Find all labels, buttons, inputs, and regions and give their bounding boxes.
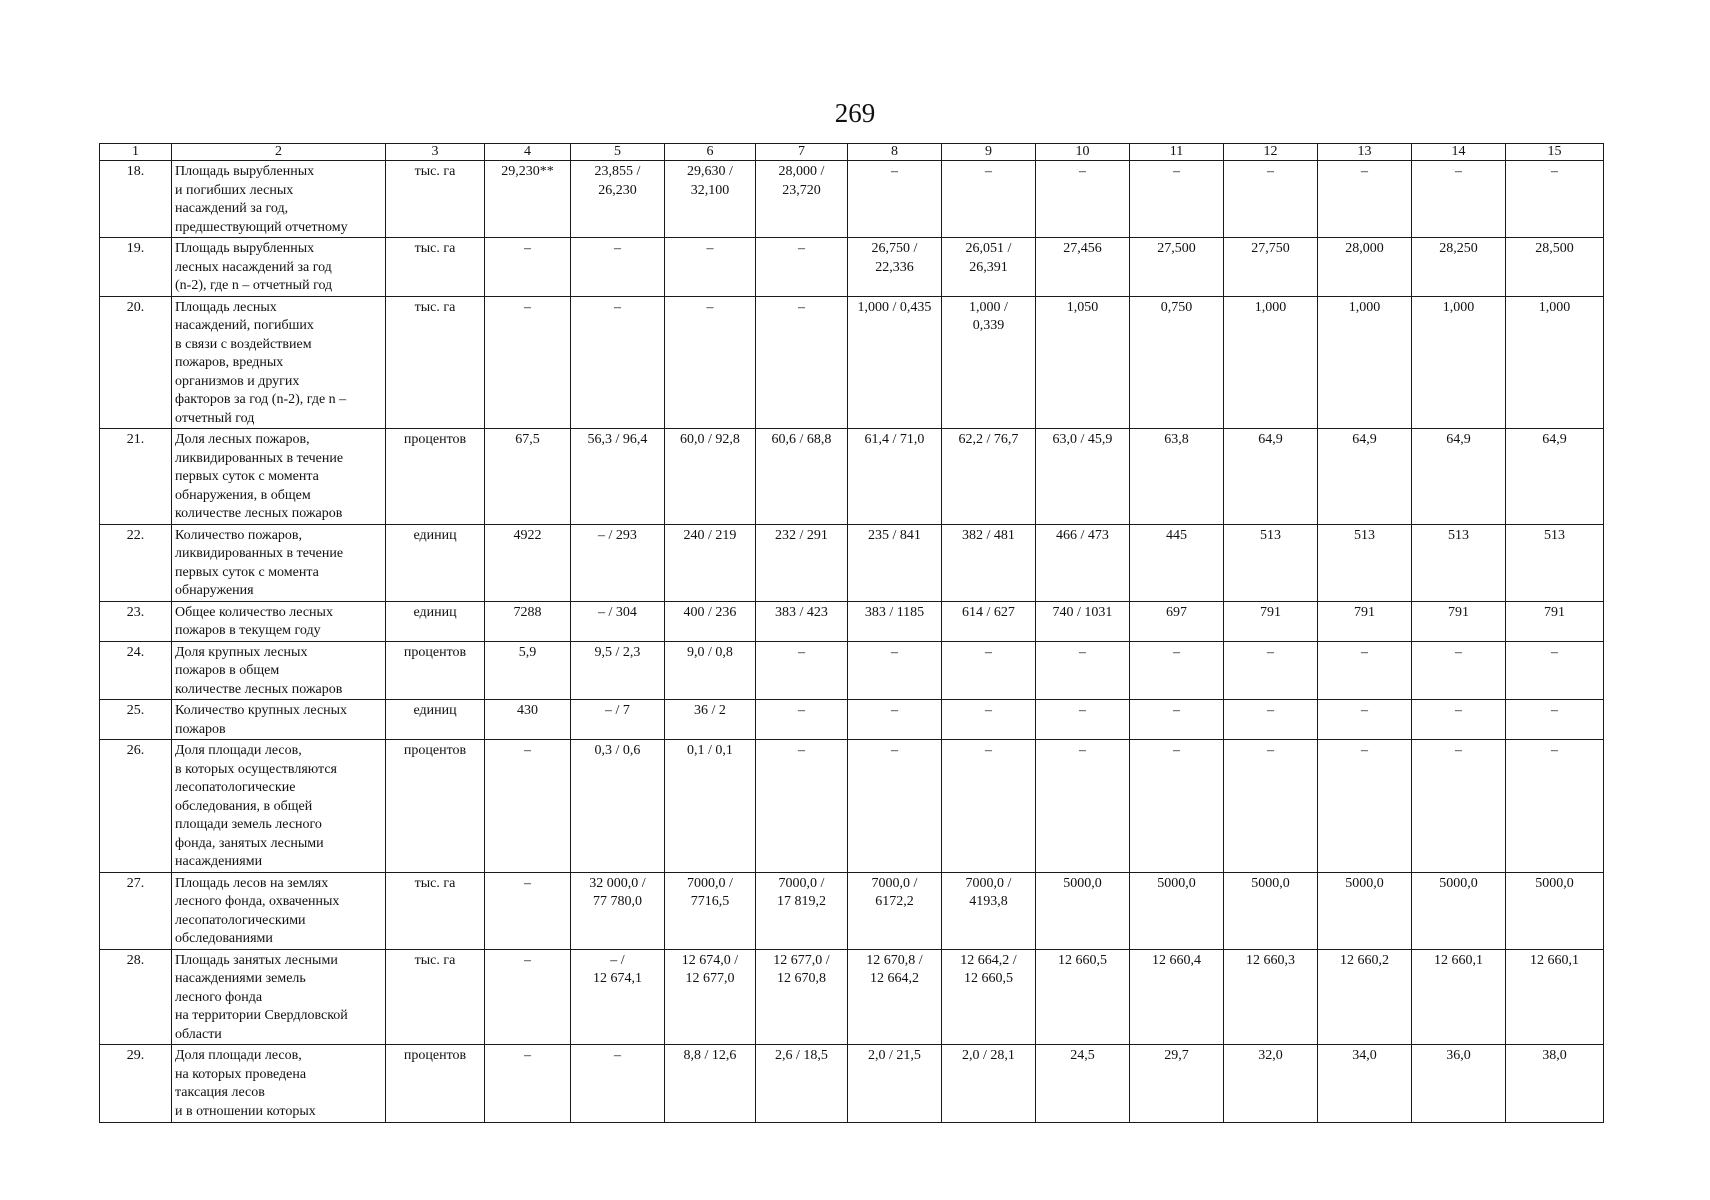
indicator-value: –: [848, 740, 942, 873]
indicator-name: Площадь лесных насаждений, погибших в связи с воздействием пожаров, вредных организмов и других факторов за год (n-2), где n – отчетный год: [172, 296, 386, 429]
indicator-value: 7000,0 / 4193,8: [942, 872, 1036, 949]
row-number: 27.: [100, 872, 172, 949]
indicator-value: 23,855 / 26,230: [571, 161, 665, 238]
indicator-value: 63,8: [1130, 429, 1224, 525]
indicator-value: –: [1506, 700, 1604, 740]
indicator-value: 614 / 627: [942, 601, 1036, 641]
indicator-value: 791: [1318, 601, 1412, 641]
indicator-value: 791: [1224, 601, 1318, 641]
indicator-value: –: [1506, 641, 1604, 700]
indicator-value: –: [1224, 740, 1318, 873]
column-number: 8: [848, 144, 942, 161]
indicator-value: 64,9: [1318, 429, 1412, 525]
indicator-value: 24,5: [1036, 1045, 1130, 1123]
indicator-value: 27,500: [1130, 238, 1224, 297]
row-number: 23.: [100, 601, 172, 641]
indicator-value: –: [942, 641, 1036, 700]
indicator-value: 63,0 / 45,9: [1036, 429, 1130, 525]
indicator-value: 12 660,1: [1506, 949, 1604, 1045]
indicator-value: 7288: [485, 601, 571, 641]
column-number: 3: [386, 144, 485, 161]
indicator-value: 7000,0 / 6172,2: [848, 872, 942, 949]
indicator-value: 29,230**: [485, 161, 571, 238]
table-row: [100, 524, 1604, 601]
row-number: 20.: [100, 296, 172, 429]
table-row: [100, 872, 1604, 949]
column-number: 6: [665, 144, 756, 161]
indicator-value: 4922: [485, 524, 571, 601]
indicator-value: 1,000: [1318, 296, 1412, 429]
indicator-value: 9,0 / 0,8: [665, 641, 756, 700]
indicator-value: 28,500: [1506, 238, 1604, 297]
indicator-value: –: [1224, 161, 1318, 238]
indicator-value: –: [1224, 641, 1318, 700]
indicator-value: 5,9: [485, 641, 571, 700]
table-row: [100, 641, 1604, 700]
page-number: 269: [834, 98, 876, 128]
indicator-value: 1,000: [1412, 296, 1506, 429]
unit-of-measure: процентов: [386, 1045, 485, 1123]
indicator-value: 62,2 / 76,7: [942, 429, 1036, 525]
indicator-value: – / 293: [571, 524, 665, 601]
indicator-value: –: [1506, 161, 1604, 238]
indicator-value: 29,630 / 32,100: [665, 161, 756, 238]
indicator-value: –: [942, 740, 1036, 873]
indicator-value: 383 / 1185: [848, 601, 942, 641]
indicator-value: –: [665, 238, 756, 297]
indicator-value: 64,9: [1412, 429, 1506, 525]
indicator-value: 2,6 / 18,5: [756, 1045, 848, 1123]
indicator-value: 513: [1506, 524, 1604, 601]
column-number: 7: [756, 144, 848, 161]
indicator-value: 12 660,2: [1318, 949, 1412, 1045]
indicator-value: –: [1036, 740, 1130, 873]
unit-of-measure: тыс. га: [386, 161, 485, 238]
indicator-value: 7000,0 / 7716,5: [665, 872, 756, 949]
indicator-name: Доля лесных пожаров, ликвидированных в течение первых суток с момента обнаружения, в общем количестве лесных пожаров: [172, 429, 386, 525]
indicator-value: 12 660,5: [1036, 949, 1130, 1045]
indicator-value: 0,1 / 0,1: [665, 740, 756, 873]
indicator-value: 382 / 481: [942, 524, 1036, 601]
indicators-table: [99, 143, 1604, 1123]
indicator-value: –: [848, 700, 942, 740]
indicator-value: 1,000: [1506, 296, 1604, 429]
indicator-value: 38,0: [1506, 1045, 1604, 1123]
indicator-name: Доля площади лесов, на которых проведена таксация лесов и в отношении которых: [172, 1045, 386, 1123]
indicator-value: 27,456: [1036, 238, 1130, 297]
indicator-value: 60,0 / 92,8: [665, 429, 756, 525]
indicator-value: 383 / 423: [756, 601, 848, 641]
indicator-value: 61,4 / 71,0: [848, 429, 942, 525]
table-row: [100, 949, 1604, 1045]
column-number: 10: [1036, 144, 1130, 161]
indicator-value: –: [1412, 161, 1506, 238]
column-number: 12: [1224, 144, 1318, 161]
table-row: [100, 700, 1604, 740]
indicator-value: 5000,0: [1318, 872, 1412, 949]
indicator-value: –: [1036, 641, 1130, 700]
indicator-value: 513: [1318, 524, 1412, 601]
indicator-value: 28,250: [1412, 238, 1506, 297]
column-number-row: [100, 144, 1604, 161]
indicator-value: 5000,0: [1224, 872, 1318, 949]
column-number: 13: [1318, 144, 1412, 161]
indicator-value: 12 660,1: [1412, 949, 1506, 1045]
indicator-name: Площадь занятых лесными насаждениями земель лесного фонда на территории Свердловской области: [172, 949, 386, 1045]
indicator-value: 28,000 / 23,720: [756, 161, 848, 238]
table-row: [100, 429, 1604, 525]
indicator-value: 240 / 219: [665, 524, 756, 601]
column-number: 11: [1130, 144, 1224, 161]
unit-of-measure: тыс. га: [386, 238, 485, 297]
indicator-value: –: [571, 296, 665, 429]
indicator-value: 36,0: [1412, 1045, 1506, 1123]
indicator-name: Общее количество лесных пожаров в текущем году: [172, 601, 386, 641]
indicator-value: 430: [485, 700, 571, 740]
indicator-value: 12 660,4: [1130, 949, 1224, 1045]
unit-of-measure: процентов: [386, 641, 485, 700]
indicator-value: 740 / 1031: [1036, 601, 1130, 641]
indicator-value: 12 664,2 / 12 660,5: [942, 949, 1036, 1045]
indicator-value: 1,000 / 0,435: [848, 296, 942, 429]
indicator-value: 12 670,8 / 12 664,2: [848, 949, 942, 1045]
indicator-name: Доля крупных лесных пожаров в общем количестве лесных пожаров: [172, 641, 386, 700]
column-number: 9: [942, 144, 1036, 161]
indicator-value: –: [665, 296, 756, 429]
unit-of-measure: процентов: [386, 740, 485, 873]
table-row: [100, 1045, 1604, 1123]
indicator-value: –: [1318, 740, 1412, 873]
indicator-value: 36 / 2: [665, 700, 756, 740]
unit-of-measure: единиц: [386, 524, 485, 601]
indicator-value: 60,6 / 68,8: [756, 429, 848, 525]
indicator-value: –: [571, 238, 665, 297]
row-number: 28.: [100, 949, 172, 1045]
indicator-value: 29,7: [1130, 1045, 1224, 1123]
indicator-value: 232 / 291: [756, 524, 848, 601]
indicator-value: 1,050: [1036, 296, 1130, 429]
unit-of-measure: единиц: [386, 700, 485, 740]
indicator-value: 56,3 / 96,4: [571, 429, 665, 525]
indicator-value: –: [485, 872, 571, 949]
indicator-value: –: [485, 296, 571, 429]
unit-of-measure: процентов: [386, 429, 485, 525]
indicator-value: –: [1412, 700, 1506, 740]
indicator-value: 791: [1506, 601, 1604, 641]
row-number: 26.: [100, 740, 172, 873]
indicator-value: –: [1224, 700, 1318, 740]
indicator-value: 28,000: [1318, 238, 1412, 297]
indicator-value: 1,000: [1224, 296, 1318, 429]
indicator-value: –: [756, 238, 848, 297]
indicator-value: –: [1318, 641, 1412, 700]
indicator-value: –: [1412, 740, 1506, 873]
row-number: 21.: [100, 429, 172, 525]
indicator-value: 0,750: [1130, 296, 1224, 429]
indicator-value: –: [485, 740, 571, 873]
indicator-value: –: [848, 161, 942, 238]
indicator-value: –: [756, 700, 848, 740]
indicator-value: –: [1130, 161, 1224, 238]
indicator-value: 12 660,3: [1224, 949, 1318, 1045]
indicator-value: –: [485, 1045, 571, 1123]
row-number: 18.: [100, 161, 172, 238]
indicator-value: –: [1318, 700, 1412, 740]
indicator-value: 791: [1412, 601, 1506, 641]
indicator-value: –: [1036, 161, 1130, 238]
table-row: [100, 161, 1604, 238]
indicator-name: Доля площади лесов, в которых осуществляются лесопатологические обследования, в общей площади земель лесного фонда, занятых лесными насаждениями: [172, 740, 386, 873]
indicator-value: –: [1506, 740, 1604, 873]
unit-of-measure: тыс. га: [386, 872, 485, 949]
indicator-value: –: [485, 238, 571, 297]
indicator-name: Количество пожаров, ликвидированных в течение первых суток с момента обнаружения: [172, 524, 386, 601]
indicator-name: Площадь лесов на землях лесного фонда, охваченных лесопатологическими обследованиями: [172, 872, 386, 949]
indicator-value: 34,0: [1318, 1045, 1412, 1123]
indicator-value: –: [756, 296, 848, 429]
indicator-value: 64,9: [1506, 429, 1604, 525]
indicator-value: 5000,0: [1130, 872, 1224, 949]
indicator-value: –: [942, 700, 1036, 740]
indicator-value: 400 / 236: [665, 601, 756, 641]
indicator-value: –: [1412, 641, 1506, 700]
column-number: 1: [100, 144, 172, 161]
indicator-value: 12 677,0 / 12 670,8: [756, 949, 848, 1045]
indicator-value: –: [1318, 161, 1412, 238]
indicator-value: –: [1130, 641, 1224, 700]
indicator-value: –: [1036, 700, 1130, 740]
indicator-value: 12 674,0 / 12 677,0: [665, 949, 756, 1045]
indicator-name: Площадь вырубленных и погибших лесных насаждений за год, предшествующий отчетному: [172, 161, 386, 238]
column-number: 5: [571, 144, 665, 161]
indicator-value: 5000,0: [1036, 872, 1130, 949]
indicator-value: 32 000,0 / 77 780,0: [571, 872, 665, 949]
unit-of-measure: тыс. га: [386, 296, 485, 429]
row-number: 25.: [100, 700, 172, 740]
indicator-value: 26,051 / 26,391: [942, 238, 1036, 297]
indicator-value: 2,0 / 21,5: [848, 1045, 942, 1123]
column-number: 2: [172, 144, 386, 161]
indicator-value: –: [942, 161, 1036, 238]
indicator-name: Количество крупных лесных пожаров: [172, 700, 386, 740]
indicator-name: Площадь вырубленных лесных насаждений за год (n-2), где n – отчетный год: [172, 238, 386, 297]
indicator-value: 445: [1130, 524, 1224, 601]
indicator-value: – / 12 674,1: [571, 949, 665, 1045]
indicator-value: –: [756, 641, 848, 700]
table-row: [100, 740, 1604, 873]
row-number: 24.: [100, 641, 172, 700]
indicator-value: 64,9: [1224, 429, 1318, 525]
indicator-value: 7000,0 / 17 819,2: [756, 872, 848, 949]
indicator-value: 697: [1130, 601, 1224, 641]
unit-of-measure: тыс. га: [386, 949, 485, 1045]
row-number: 19.: [100, 238, 172, 297]
table-row: [100, 601, 1604, 641]
indicator-value: 513: [1224, 524, 1318, 601]
indicator-value: 26,750 / 22,336: [848, 238, 942, 297]
indicator-value: 0,3 / 0,6: [571, 740, 665, 873]
column-number: 14: [1412, 144, 1506, 161]
indicator-value: 513: [1412, 524, 1506, 601]
table-row: [100, 296, 1604, 429]
indicator-value: –: [485, 949, 571, 1045]
table-row: [100, 238, 1604, 297]
indicator-value: 8,8 / 12,6: [665, 1045, 756, 1123]
indicator-value: 5000,0: [1412, 872, 1506, 949]
column-number: 15: [1506, 144, 1604, 161]
indicator-value: –: [756, 740, 848, 873]
indicator-value: –: [1130, 700, 1224, 740]
indicator-value: –: [848, 641, 942, 700]
indicator-value: 32,0: [1224, 1045, 1318, 1123]
row-number: 29.: [100, 1045, 172, 1123]
indicator-value: 9,5 / 2,3: [571, 641, 665, 700]
row-number: 22.: [100, 524, 172, 601]
unit-of-measure: единиц: [386, 601, 485, 641]
indicator-value: 5000,0: [1506, 872, 1604, 949]
indicator-value: –: [1130, 740, 1224, 873]
indicator-value: 2,0 / 28,1: [942, 1045, 1036, 1123]
indicator-value: – / 7: [571, 700, 665, 740]
column-number: 4: [485, 144, 571, 161]
indicator-value: 1,000 / 0,339: [942, 296, 1036, 429]
indicator-value: –: [571, 1045, 665, 1123]
indicator-value: – / 304: [571, 601, 665, 641]
indicator-value: 67,5: [485, 429, 571, 525]
indicator-value: 235 / 841: [848, 524, 942, 601]
indicator-value: 466 / 473: [1036, 524, 1130, 601]
indicator-value: 27,750: [1224, 238, 1318, 297]
